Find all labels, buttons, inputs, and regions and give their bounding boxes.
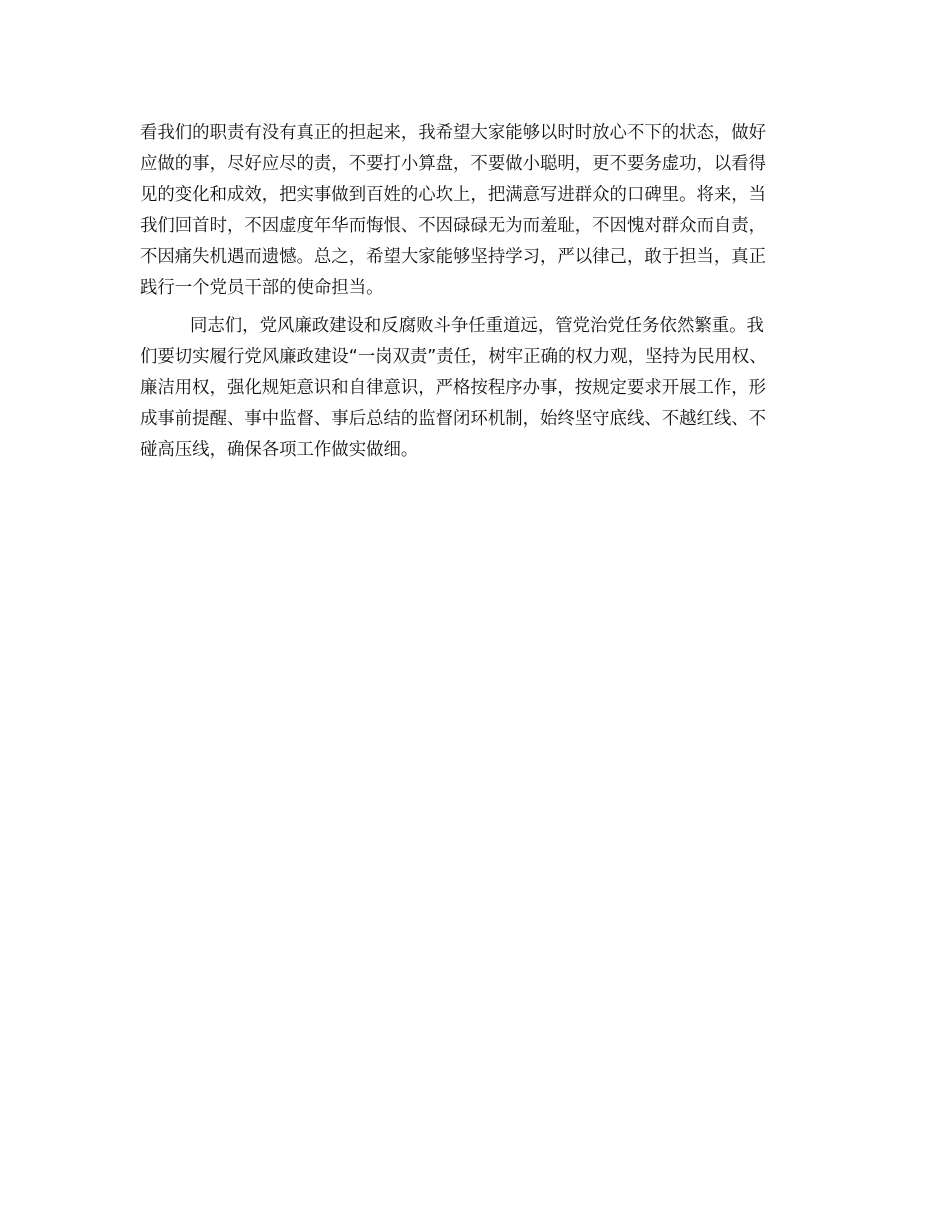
- paragraph-spacer: [140, 304, 830, 311]
- paragraph-2: [140, 311, 830, 466]
- paragraph-line: 看我们的职责有没有真正的担起来，我希望大家能够以时时放心不下的状态，做好: [140, 123, 767, 143]
- document-body: [140, 118, 830, 466]
- paragraph-line: 们要切实履行党风廉政建设“一岗双责”责任，树牢正确的权力观，坚持为民用权、: [140, 347, 767, 367]
- paragraph-line-indented: 同志们，党风廉政建设和反腐败斗争任重道远，管党治党任务依然繁重。我: [190, 316, 764, 336]
- paragraph-line: 成事前提醒、事中监督、事后总结的监督闭环机制，始终坚守底线、不越红线、不: [140, 409, 767, 429]
- paragraph-line: 见的变化和成效，把实事做到百姓的心坎上，把满意写进群众的口碑里。将来，当: [140, 185, 767, 205]
- paragraph-line: 不因痛失机遇而遗憾。总之，希望大家能够坚持学习，严以律己，敢于担当，真正: [140, 247, 767, 267]
- paragraph-line: 应做的事，尽好应尽的责，不要打小算盘，不要做小聪明，更不要务虚功，以看得: [140, 154, 767, 174]
- paragraph-1: [140, 118, 830, 304]
- paragraph-line: 廉洁用权，强化规矩意识和自律意识，严格按程序办事，按规定要求开展工作，形: [140, 378, 767, 398]
- paragraph-line: 践行一个党员干部的使命担当。: [140, 278, 384, 298]
- paragraph-line: 碰高压线，确保各项工作做实做细。: [140, 440, 419, 460]
- paragraph-line: 我们回首时，不因虚度年华而悔恨、不因碌碌无为而羞耻，不因愧对群众而自责，: [140, 216, 767, 236]
